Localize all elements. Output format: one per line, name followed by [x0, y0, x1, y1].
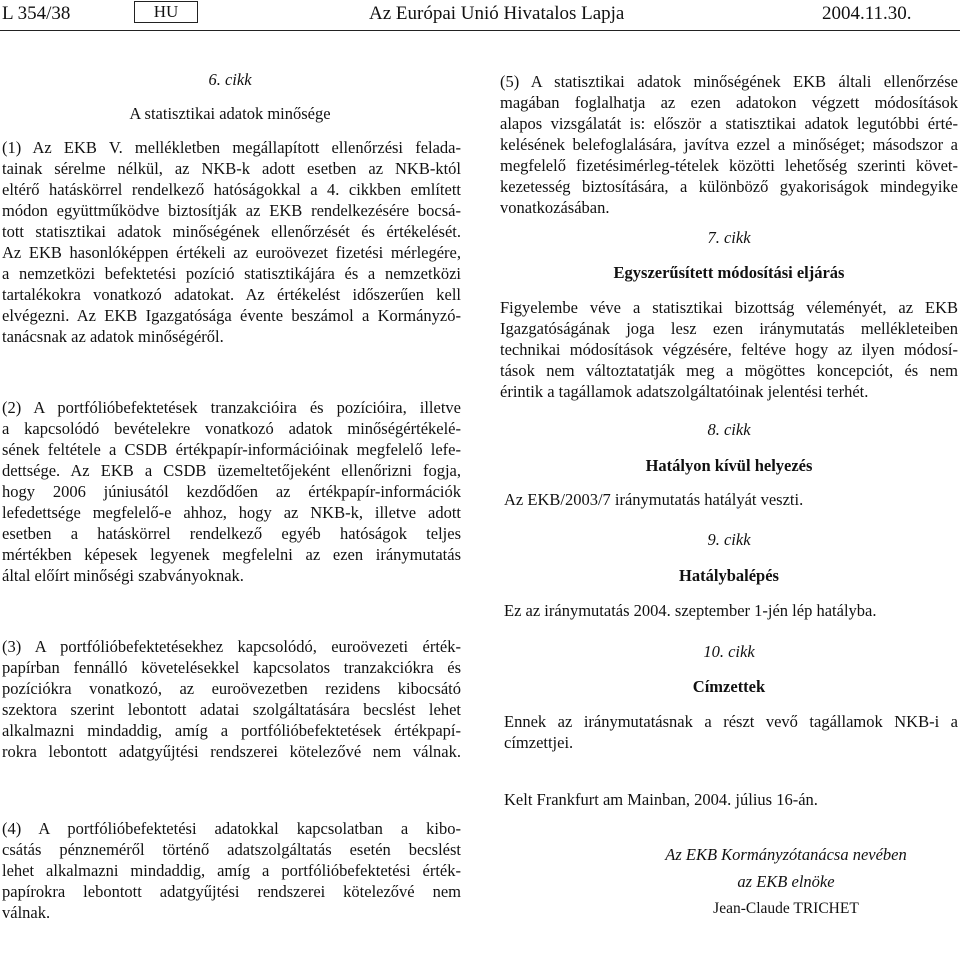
text-line: dettsége. Az EKB a CSDB üzemeltetőjeként ellenőrizni fogja, — [2, 461, 461, 480]
text-line: válnak. — [2, 903, 51, 922]
text-line: (3) A portfólióbefektetésekhez kapcsolódó, euroövezeti érték- — [2, 637, 461, 656]
text-line: sének feltétele a CSDB értékpapír-információinak megfelelő lefe- — [2, 440, 461, 459]
text-line: lehet alkalmazni mindaddig, amíg a portfólióbefektetési érték- — [2, 861, 461, 880]
text-line: a nemzetközi befektetési pozíció statisztikájára és a nemzetközi — [2, 264, 461, 283]
article-10-title: Címzettek — [692, 677, 766, 696]
text-line: Ennek az iránymutatásnak a részt vevő tagállamok NKB-i a — [504, 712, 958, 731]
text-line: megfelelő fizetésimérleg-tételek közötti lehetőség szerinti követ- — [500, 156, 958, 175]
article-6-title: A statisztikai adatok minősége — [129, 104, 331, 123]
text-line: papírokra lebontott adatgyűjtési rendszerei kötelezővé nem — [2, 882, 461, 901]
text-line: hogy 2006 júniusától kezdődően az értékpapír-információk — [2, 482, 461, 501]
text-line: címzettjei. — [504, 733, 574, 752]
text-line: papírban fennálló követelésekkel kapcsolatos tranzakciókra és — [2, 658, 461, 677]
page-reference: L 354/38 — [2, 3, 71, 24]
text-line: alkalmazni mindaddig, amíg a portfólióbefektetések értékpapí- — [2, 721, 461, 740]
journal-title: Az Európai Unió Hivatalos Lapja — [369, 3, 625, 24]
article-7-title: Egyszerűsített módosítási eljárás — [613, 263, 845, 282]
text-line: szektora szerint lebontott adatai szolgáltatására becslést lehet — [2, 700, 461, 719]
article-7-number: 7. cikk — [707, 228, 751, 247]
article-9-title: Hatálybalépés — [679, 566, 779, 585]
text-line: tartalékokra vonatkozó adatokat. Az értékelést időszerűen kell — [2, 285, 461, 304]
article-10-number: 10. cikk — [703, 642, 755, 661]
text-line: módon együttműködve biztosítják az EKB rendelkezésére bocsá- — [2, 201, 461, 220]
text-line: elvégezni. Az EKB Igazgatósága évente beszámol a Kormányzó- — [2, 306, 461, 325]
paragraph-8: Az EKB/2003/7 iránymutatás hatályát veszti. — [504, 490, 804, 509]
publication-date: 2004.11.30. — [822, 3, 912, 24]
text-line: (5) A statisztikai adatok minőségének EKB általi ellenőrzése — [500, 72, 958, 91]
text-line: tott statisztikai adatok minőségének ellenőrzését és értékelését. — [2, 222, 461, 241]
text-line: (1) Az EKB V. mellékletben megállapított ellenőrzési felada- — [2, 138, 461, 157]
text-line: tások nem változtatatják meg a mögöttes koncepciót, és nem — [500, 361, 958, 380]
article-8-title: Hatályon kívül helyezés — [645, 456, 813, 475]
text-line: mértékben képesek legyenek megfelelni az ezen iránymutatás — [2, 545, 461, 564]
text-line: (4) A portfólióbefektetési adatokkal kapcsolatban a kibo- — [2, 819, 461, 838]
text-line: tanácsnak az adatok minőségéről. — [2, 327, 224, 346]
signatory-name: Jean-Claude TRICHET — [713, 900, 859, 917]
text-line: a kapcsolódó bevételekre vonatkozó adatok minőségértékelé- — [2, 419, 461, 438]
text-line: által előírt minőségi szabványoknak. — [2, 566, 244, 585]
text-line: (2) A portfólióbefektetések tranzakcióira és pozícióira, illetve — [2, 398, 461, 417]
text-line: csátás pénzneméről történő adatszolgáltatás esetén becslést — [2, 840, 461, 859]
article-8-number: 8. cikk — [707, 420, 751, 439]
text-line: lefedettsége megfelelő-e ahhoz, hogy az NKB-k, illetve adott — [2, 503, 461, 522]
text-line: pozíciókra vonatkozó, az euroövezetben rezidens kibocsátó — [2, 679, 461, 698]
text-line: Az EKB hasonlóképpen értékeli az euroövezet fizetési mérlegére, — [2, 243, 461, 262]
text-line: magában foglalhatja az ezen adatokon végzett módosítások — [500, 93, 958, 112]
text-line: rokra lebontott adatgyűjtési rendszerei kötelezővé nem válnak. — [2, 742, 461, 761]
text-line: tainak sérelme nélkül, az NKB-k adott esetben az NKB-któl — [2, 159, 461, 178]
signatory-body: Az EKB Kormányzótanácsa nevében — [665, 845, 907, 864]
text-line: technikai módosítások végzésére, feltéve hogy az ilyen módosí- — [500, 340, 958, 359]
language-code-box: HU — [134, 1, 198, 23]
text-line: érintik a tagállamok adatszolgáltatóinak jelentési terhét. — [500, 382, 869, 401]
article-9-number: 9. cikk — [707, 530, 751, 549]
text-line: eltérő hatáskörrel rendelkező hatóságokkal a 4. cikkben említett — [2, 180, 461, 199]
text-line: alapos vizsgálatát is: először a statisztikai adatok legutóbbi érté- — [500, 114, 958, 133]
signatory-role: az EKB elnöke — [737, 872, 835, 891]
place-and-date: Kelt Frankfurt am Mainban, 2004. július 16-án. — [504, 790, 818, 809]
paragraph-9: Ez az iránymutatás 2004. szeptember 1-jén lép hatályba. — [504, 601, 877, 620]
text-line: vonatkozásában. — [500, 198, 610, 217]
text-line: esetben a hatáskörrel rendelkező egyéb hatóságok teljes — [2, 524, 461, 543]
text-line: Figyelembe véve a statisztikai bizottság véleményét, az EKB — [500, 298, 958, 317]
text-line: kezetesség biztosítására, a különböző gyakoriságok mindegyike — [500, 177, 958, 196]
article-6-number: 6. cikk — [208, 70, 252, 89]
text-line: Igazgatóságának joga lesz ezen iránymutatás mellékleteiben — [500, 319, 958, 338]
text-line: kelésének belefoglalására, javítva ezzel a minőséget; másodszor a — [500, 135, 958, 154]
